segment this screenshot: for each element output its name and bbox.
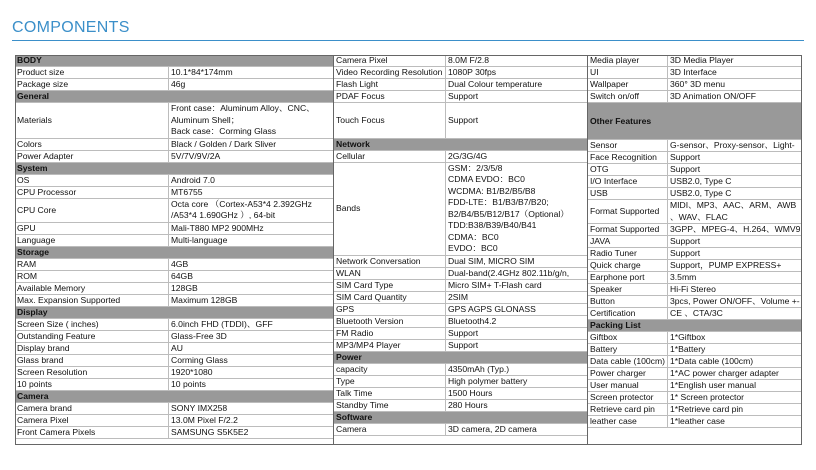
spec-label: leather case [588,416,668,427]
spec-value-line: Support [448,114,479,125]
spec-label: SIM Card Type [334,280,446,291]
spec-value: 1*Battery [670,344,706,354]
spec-value: 1*Giftbox [670,332,706,342]
spec-row [334,400,588,412]
spec-label: MP3/MP4 Player [334,340,446,351]
spec-row [334,316,588,328]
spec-value: 6.0inch FHD (TDDI)、GFF [171,318,273,329]
spec-row [334,55,588,67]
spec-row [588,404,802,416]
spec-label: Power Adapter [15,151,169,162]
spec-label: USB [588,188,668,199]
spec-label: capacity [334,364,446,375]
spec-value: 3D Media Player [670,55,734,65]
spec-row [15,259,334,271]
spec-row [334,151,588,163]
section-title: Camera [17,390,49,401]
spec-value: Glass-Free 3D [171,330,227,341]
spec-value: SONY IMX258 [171,402,228,413]
spec-row [334,103,588,139]
spec-row [334,79,588,91]
spec-value: 280 Hours [448,399,488,410]
spec-value: USB2.0, Type C [670,188,732,198]
section-header [588,320,802,332]
spec-label: Sensor [588,140,668,151]
spec-label: Format Supported [588,224,668,235]
spec-row [334,340,588,352]
spec-row [588,332,802,344]
spec-row [15,139,334,151]
spec-row [15,367,334,379]
spec-value: Hi-Fi Stereo [670,284,716,294]
spec-row [15,331,334,343]
spec-value-line: Back case：Corming Glass [171,126,277,136]
spec-row [334,256,588,268]
spec-row [15,103,334,139]
title-rule [12,40,804,41]
spec-label: Camera Pixel [15,415,169,426]
spec-value-line: Front case：Aluminum Alloy、CNC、 [171,103,315,113]
section-header [15,55,334,67]
spec-value: Support [670,248,701,258]
spec-value-line: B2/B4/B5/B12/B17（Optional） [448,208,569,219]
spec-label: Front Camera Pixels [15,427,169,438]
spec-row [334,280,588,292]
spec-value: Maximum 128GB [171,294,238,305]
spec-value [668,200,802,223]
section-title: Other Features [590,115,652,126]
spec-value: Micro SIM+ T-Flash card [448,279,542,290]
section-header [15,247,334,259]
spec-row [588,188,802,200]
spec-row [15,283,334,295]
spec-label: Screen protector [588,392,668,403]
spec-label: Colors [15,139,169,150]
section-header [15,91,334,103]
spec-column-1 [15,55,334,439]
section-header [15,391,334,403]
spec-row [15,295,334,307]
spec-row [15,403,334,415]
spec-label: Materials [15,103,169,138]
spec-value-line: EVDO：BC0 [448,243,498,253]
spec-value: Black / Golden / Dark Sliver [171,138,277,149]
spec-value: 8.0M F/2.8 [448,55,490,65]
spec-value: CE 、CTA/3C [670,308,723,318]
spec-row [588,344,802,356]
spec-value-line: FDD-LTE：B1/B3/B7/B20; [448,197,549,207]
spec-row [15,427,334,439]
spec-value: 3D Interface [670,67,717,77]
spec-row [588,392,802,404]
spec-column-3 [588,55,802,428]
spec-row [588,224,802,236]
spec-row [334,376,588,388]
spec-label: Power charger [588,368,668,379]
spec-value: 1*Data cable (100cm) [670,356,754,366]
spec-label: Product size [15,67,169,78]
spec-row [334,67,588,79]
section-header [588,103,802,140]
spec-row [588,260,802,272]
spec-value-line [448,103,588,115]
spec-row [588,284,802,296]
spec-label: Max. Expansion Supported [15,295,169,306]
spec-value-line: Octa core （Cortex-A53*4 2.392GHz [171,198,312,209]
spec-label: Camera [334,424,446,435]
section-title: Power [336,351,362,362]
spec-value: Bluetooth4.2 [448,315,497,326]
spec-label: Network Conversation [334,256,446,267]
spec-value-line: /A53*4 1.690GHz ）, 64-bit [171,210,276,220]
spec-row [588,67,802,79]
spec-value: 1*Retrieve card pin [670,404,744,414]
spec-label: Flash Light [334,79,446,90]
spec-row [334,388,588,400]
spec-value: 64GB [171,270,193,281]
spec-column-2 [334,55,588,436]
spec-row [588,380,802,392]
section-title: General [17,91,50,101]
spec-label: Battery [588,344,668,355]
spec-row [15,223,334,235]
spec-label: Button [588,296,668,307]
spec-label: CPU Core [15,199,169,222]
spec-value-line: TDD:B38/B39/B40/B41 [448,220,537,230]
section-title: Display [17,306,48,317]
spec-row [15,199,334,223]
spec-label: Face Recognition [588,152,668,163]
spec-label: Speaker [588,284,668,295]
spec-label: Outstanding Feature [15,331,169,342]
page-title: COMPONENTS [12,19,130,36]
spec-row [588,236,802,248]
spec-label: Cellular [334,151,446,162]
spec-row [588,200,802,224]
spec-label: Camera Pixel [334,55,446,66]
spec-label: GPU [15,223,169,234]
spec-label: Certification [588,308,668,319]
spec-label: PDAF Focus [334,91,446,102]
spec-label: User manual [588,380,668,391]
spec-label: Wallpaper [588,79,668,90]
spec-label: Format Supported [588,200,668,223]
spec-row [334,268,588,280]
spec-label: Available Memory [15,283,169,294]
section-header [334,139,588,151]
spec-row [15,235,334,247]
spec-label: CPU Processor [15,187,169,198]
spec-value: 2G/3G/4G [448,150,488,161]
section-title: Software [336,411,373,422]
spec-label: Type [334,376,446,387]
section-title: Network [336,138,370,149]
column-divider [333,55,334,445]
spec-label: SIM Card Quantity [334,292,446,303]
spec-row [588,164,802,176]
spec-value: Multi-language [171,234,228,245]
section-header [15,307,334,319]
spec-value-line: 、WAV、FLAC [670,211,728,222]
spec-row [15,343,334,355]
spec-label: Giftbox [588,332,668,343]
spec-value: 2SIM [448,291,469,302]
spec-label: Media player [588,55,668,66]
spec-row [15,187,334,199]
spec-value: Dual-band(2.4GHz 802.11b/g/n, [448,267,570,278]
spec-row [15,175,334,187]
spec-row [334,292,588,304]
spec-value: USB2.0, Type C [670,176,732,186]
spec-value-line [448,126,588,138]
spec-row [588,176,802,188]
spec-row [334,163,588,256]
spec-value-line: GSM：2/3/5/8 [448,162,503,173]
spec-value-line: WCDMA: B1/B2/B5/B8 [448,185,536,196]
spec-label: OTG [588,164,668,175]
spec-value: 3.5mm [670,272,697,282]
spec-value: G-sensor、Proxy-sensor、Light- [670,140,795,150]
section-title: Packing List [590,320,641,330]
spec-row [588,140,802,152]
spec-value: 1*leather case [670,416,725,426]
spec-value: Support [670,152,701,162]
spec-value: 3D camera, 2D camera [448,423,537,434]
spec-label: Bluetooth Version [334,316,446,327]
spec-value-line: CDMA：BC0 [448,231,499,242]
spec-value-line: CDMA EVDO：BC0 [448,174,525,184]
spec-value: 1*AC power charger adapter [670,368,779,378]
spec-row [334,424,588,436]
spec-value [446,103,588,138]
spec-value: SAMSUNG S5K5E2 [171,426,249,437]
spec-value: 10 points [171,378,206,389]
section-title: Storage [17,246,49,257]
spec-value: 3D Animation ON/OFF [670,91,756,101]
spec-label: Display brand [15,343,169,354]
spec-value: 1080P 30fps [448,67,497,77]
spec-label: Screen Size ( inches) [15,319,169,330]
spec-row [588,79,802,91]
column-divider [587,55,588,445]
spec-label: GPS [334,304,446,315]
spec-label: Quick charge [588,260,668,271]
spec-label: Video Recording Resolution [334,67,446,78]
spec-row [15,151,334,163]
section-header [15,163,334,175]
spec-label: OS [15,175,169,186]
spec-row [15,79,334,91]
spec-value: Dual Colour temperature [448,79,543,89]
spec-label: Retrieve card pin [588,404,668,415]
spec-value: Support [670,236,701,246]
spec-value: 13.0M Pixel F/2.2 [171,414,238,425]
spec-value: 128GB [171,282,198,293]
spec-value: Dual SIM, MICRO SIM [448,255,535,266]
spec-row [15,355,334,367]
spec-row [334,91,588,103]
spec-label: Screen Resolution [15,367,169,378]
spec-value: High polymer battery [448,375,528,386]
spec-value: Support [670,164,701,174]
spec-label: Switch on/off [588,91,668,102]
spec-row [15,415,334,427]
spec-value: 1920*1080 [171,366,213,377]
spec-value: 3GPP、MPEG-4、H.264、WMV9 [670,224,801,234]
spec-label: Package size [15,79,169,90]
section-title: System [17,162,48,173]
spec-row [15,67,334,79]
spec-label: Talk Time [334,388,446,399]
spec-value: Support [448,327,479,338]
spec-row [588,308,802,320]
spec-row [588,416,802,428]
spec-row [15,319,334,331]
spec-label: Data cable (100cm) [588,356,668,367]
spec-value: Support [448,339,479,350]
section-header [334,412,588,424]
spec-label: JAVA [588,236,668,247]
spec-value: 1*English user manual [670,380,756,390]
spec-label: Standby Time [334,400,446,411]
section-title: BODY [17,55,42,65]
spec-label: Glass brand [15,355,169,366]
spec-label: WLAN [334,268,446,279]
spec-label: Earphone port [588,272,668,283]
spec-value-line: MIDI、MP3、AAC、ARM、AWB [670,200,797,210]
spec-value: 10.1*84*174mm [171,67,233,77]
spec-value: 1500 Hours [448,387,493,398]
spec-label: RAM [15,259,169,270]
spec-value: Android 7.0 [171,174,215,185]
spec-value: 1* Screen protector [670,392,745,402]
spec-row [588,368,802,380]
spec-row [588,152,802,164]
spec-value: 3pcs, Power ON/OFF、Volume +- [670,296,800,306]
spec-row [588,272,802,284]
spec-value: Support [448,91,479,101]
spec-label: Language [15,235,169,246]
spec-label: Bands [334,163,446,255]
spec-row [588,296,802,308]
spec-value: Corming Glass [171,354,228,365]
spec-value: GPS AGPS GLONASS [448,303,536,314]
spec-row [334,304,588,316]
spec-label: FM Radio [334,328,446,339]
spec-value [446,163,588,255]
spec-value-line: Aluminum Shell； [171,114,240,125]
spec-row [334,364,588,376]
spec-row [588,356,802,368]
spec-label: UI [588,67,668,78]
spec-value: MT6755 [171,186,203,197]
spec-row [15,379,334,391]
spec-row [334,328,588,340]
section-header [334,352,588,364]
spec-value: AU [171,342,183,353]
spec-row [588,55,802,67]
spec-label: 10 points [15,379,169,390]
spec-row [588,248,802,260]
spec-label: ROM [15,271,169,282]
spec-value: 360° 3D menu [670,79,726,89]
spec-label: Radio Tuner [588,248,668,259]
spec-row [15,271,334,283]
spec-row [588,91,802,103]
spec-value [169,199,334,222]
spec-value: 5V/7V/9V/2A [171,150,221,161]
spec-value: 4GB [171,258,189,269]
spec-label: Touch Focus [334,103,446,138]
spec-value: 4350mAh (Typ.) [448,363,510,374]
spec-value: Support，PUMP EXPRESS+ [670,260,782,270]
spec-label: I/O Interface [588,176,668,187]
spec-label: Camera brand [15,403,169,414]
spec-value [169,103,334,138]
spec-value: Mali-T880 MP2 900MHz [171,222,264,233]
spec-value: 46g [171,79,186,89]
